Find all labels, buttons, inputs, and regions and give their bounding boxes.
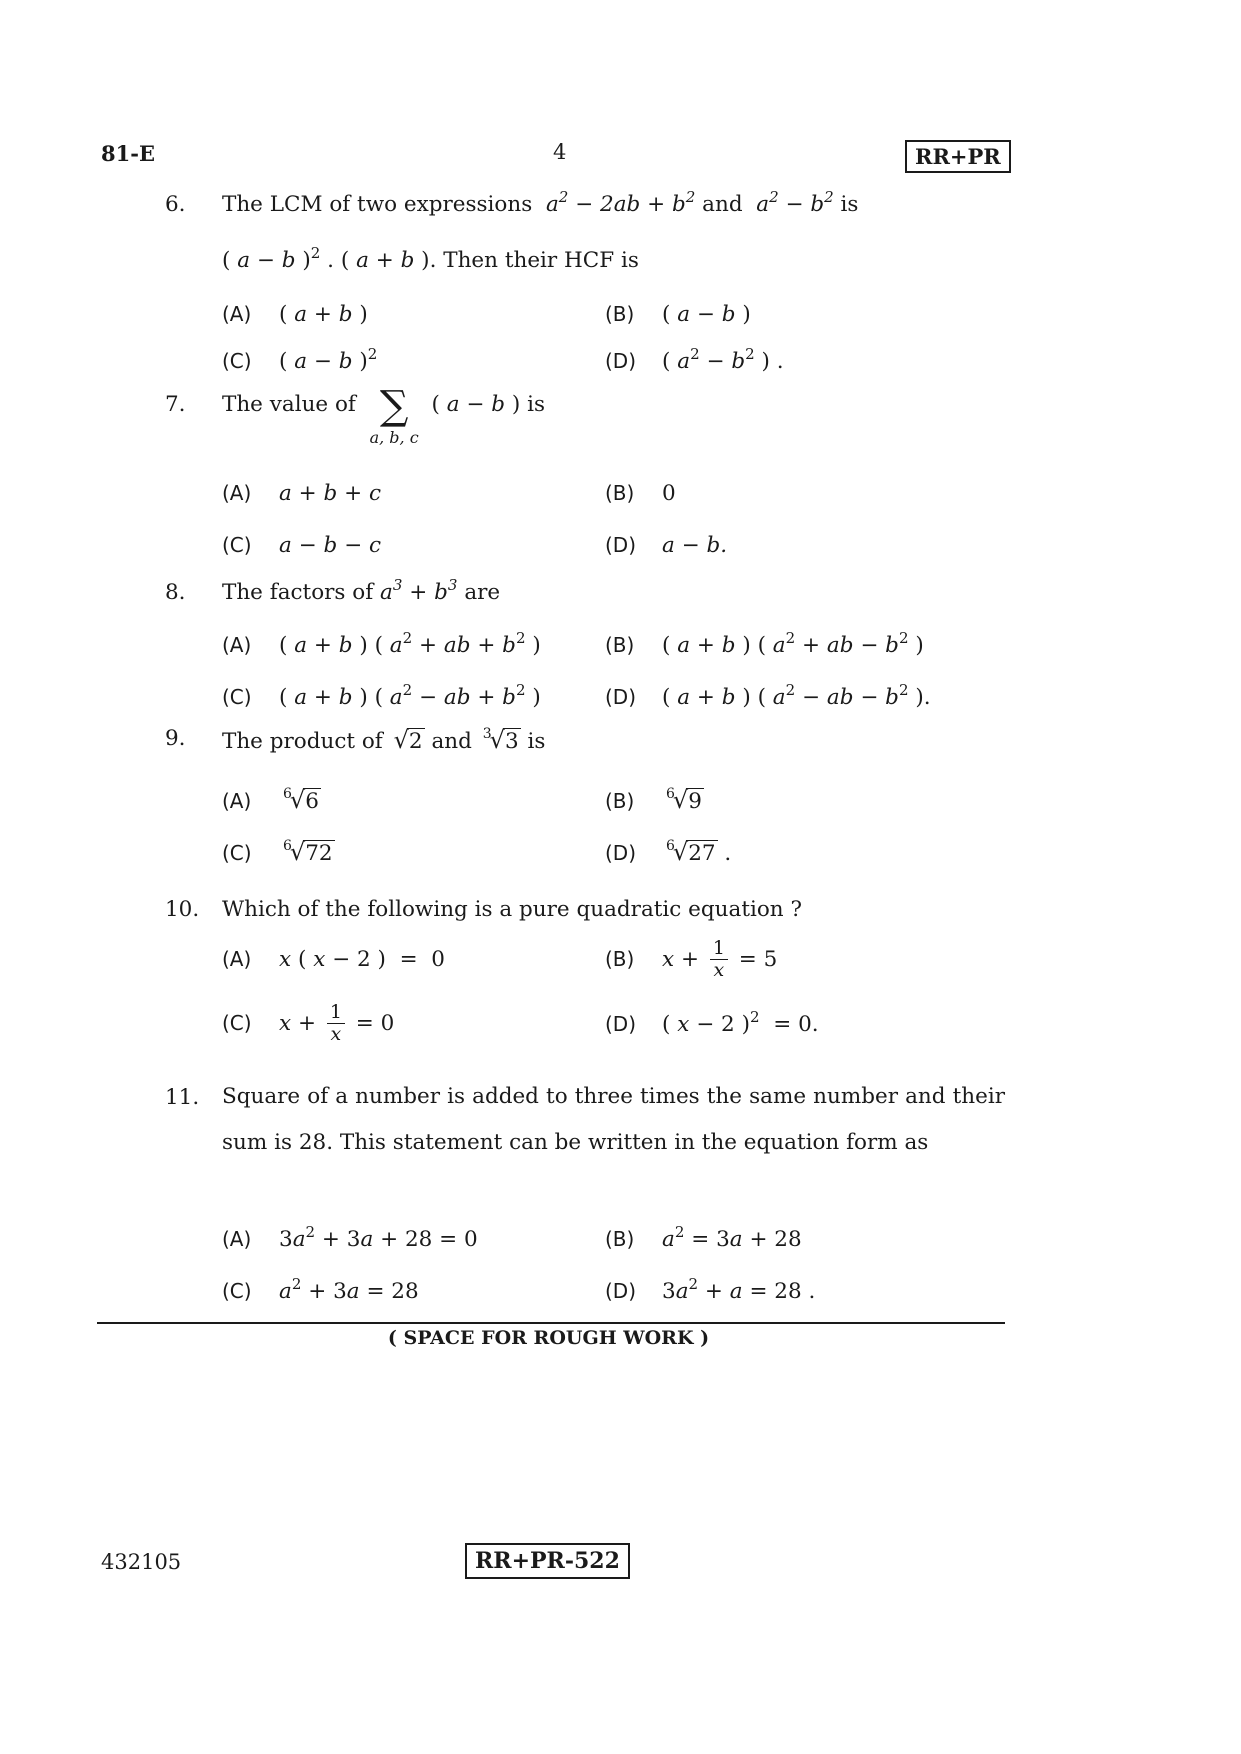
- option-b[interactable]: (B) $^6$√9: [605, 786, 702, 814]
- math-expression: ( a − b ): [431, 392, 521, 417]
- question-text: The LCM of two expressions $a^2 - 2ab + b^2$ and $a^2 - b^2$ is: [222, 187, 859, 217]
- paper-code: 81-E: [101, 141, 155, 166]
- option-d[interactable]: (D) $^6$√27 .: [605, 838, 732, 866]
- series-box: RR+PR: [905, 140, 1011, 173]
- option-d[interactable]: (D) a − b.: [605, 533, 728, 558]
- question-9: [165, 726, 1005, 770]
- summation-symbol: ∑ a, b, c: [369, 383, 419, 447]
- option-c[interactable]: (C) a − b − c: [222, 533, 381, 558]
- question-text: The factors of $a^3 + b^3$ are: [222, 575, 501, 605]
- question-number: 7.: [165, 392, 186, 417]
- question-text-line2: ( a − b )$^2$ . ( a + b ). Then their HCF is: [222, 243, 639, 273]
- rough-work-label: ( SPACE FOR ROUGH WORK ): [387, 1327, 710, 1349]
- question-text: Which of the following is a pure quadratic equation ?: [222, 897, 802, 922]
- option-b[interactable]: (B) x + $\frac{1}{x}$ = 5: [605, 937, 778, 981]
- cube-root: $^3$√3: [482, 726, 519, 754]
- math-expression: $a^3 + b^3$: [380, 575, 458, 605]
- option-c[interactable]: (C) ( a + b ) ( $a^2$ − ab + $b^2$ ): [222, 680, 541, 710]
- question-number: 9.: [165, 726, 186, 751]
- divider-line: [97, 1322, 1005, 1324]
- math-expression: $a^2 - b^2$: [756, 187, 834, 217]
- option-d[interactable]: (D) $3a^2 + a = 28$ .: [605, 1274, 816, 1304]
- question-8: [165, 575, 1005, 620]
- question-number: 6.: [165, 192, 186, 217]
- option-a[interactable]: (A) ( a + b ): [222, 302, 368, 327]
- question-7: [165, 383, 1005, 462]
- question-text: Square of a number is added to three times the same number and their sum is 28. This statement can be written in the equation form as: [222, 1084, 1005, 1155]
- option-d[interactable]: (D) ( x − 2 )$^2$ = 0.: [605, 1007, 819, 1037]
- question-number: 10.: [165, 897, 200, 922]
- question-text: The product of √2 and $^3$√3 is: [222, 726, 546, 754]
- page-number: 4: [553, 140, 567, 164]
- question-number: 11.: [165, 1085, 200, 1110]
- option-a[interactable]: (A) $^6$√6: [222, 786, 319, 814]
- question-6: [165, 187, 1005, 372]
- option-b[interactable]: (B) ( a + b ) ( $a^2$ + ab − $b^2$ ): [605, 628, 924, 658]
- option-b[interactable]: (B) 0: [605, 481, 676, 506]
- option-c[interactable]: (C) $a^2 + 3a = 28$: [222, 1274, 419, 1304]
- option-a[interactable]: (A) $3a^2 + 3a + 28 = 0$: [222, 1222, 478, 1252]
- option-d[interactable]: (D) ( a + b ) ( $a^2$ − ab − $b^2$ ).: [605, 680, 931, 710]
- option-b[interactable]: (B) $a^2 = 3a + 28$: [605, 1222, 802, 1252]
- math-expression: $a^2 - 2ab + b^2$: [545, 187, 696, 217]
- square-root: √2: [393, 726, 423, 754]
- option-c[interactable]: (C) ( a − b )$^2$: [222, 344, 378, 374]
- question-text: The value of ∑ a, b, c ( a − b ) is: [222, 383, 546, 447]
- question-11: [165, 1085, 1005, 1215]
- option-d[interactable]: (D) ( $a^2 - b^2$ ) .: [605, 344, 784, 374]
- footer-series-box: RR+PR-522: [465, 1543, 630, 1579]
- option-a[interactable]: (A) a + b + c: [222, 481, 381, 506]
- option-c[interactable]: (C) x + $\frac{1}{x}$ = 0: [222, 1001, 395, 1045]
- option-a[interactable]: (A) x ( x − 2 ) = 0: [222, 947, 445, 972]
- option-c[interactable]: (C) $^6$√72: [222, 838, 333, 866]
- math-expression: ( a − b )$^2$ . ( a + b ): [222, 243, 430, 273]
- option-a[interactable]: (A) ( a + b ) ( $a^2$ + ab + $b^2$ ): [222, 628, 541, 658]
- question-number: 8.: [165, 580, 186, 605]
- footer-code: 432105: [101, 1550, 182, 1574]
- option-b[interactable]: (B) ( a − b ): [605, 302, 751, 327]
- question-10: [165, 897, 1005, 937]
